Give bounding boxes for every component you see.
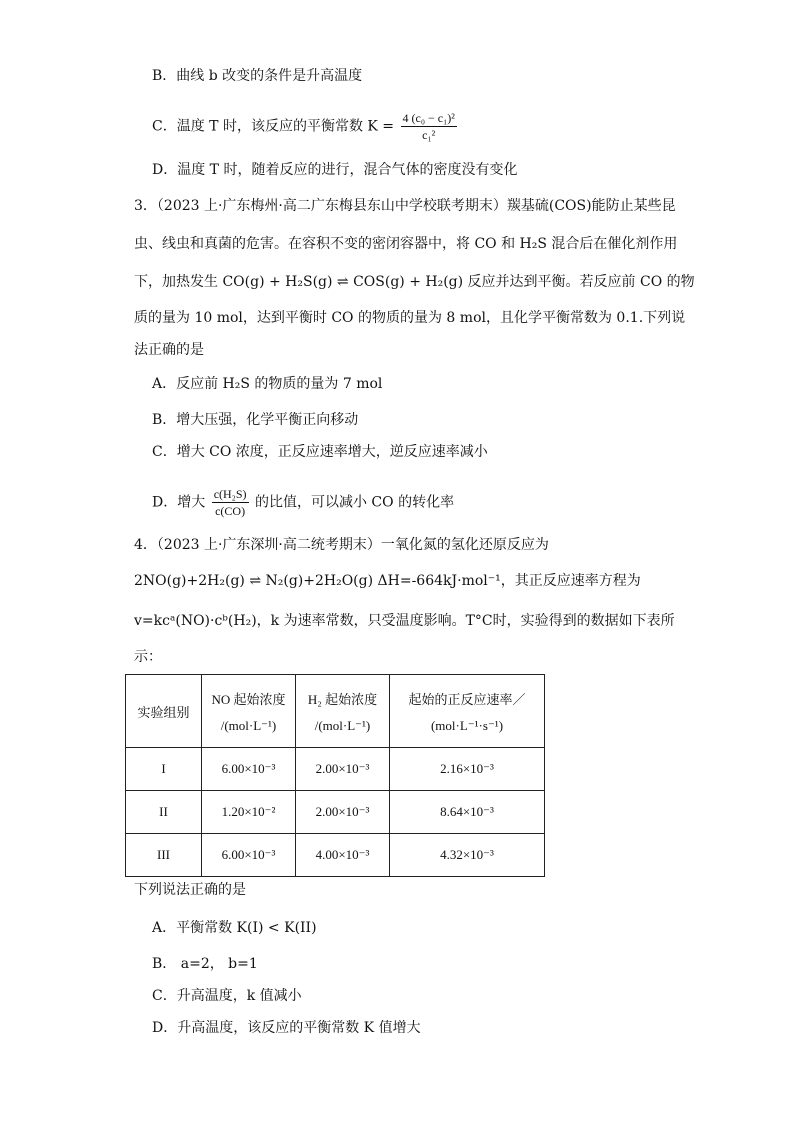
header-rate-unit: (mol·L⁻¹·s⁻¹) bbox=[430, 717, 504, 733]
rate-data-table bbox=[125, 674, 545, 877]
q3-stem-line2: 虫、线虫和真菌的危害。在容积不变的密闭容器中，将 CO 和 H₂S 混合后在催化剂作用 bbox=[134, 236, 678, 252]
table-cell: 2.00×10⁻³ bbox=[296, 748, 390, 791]
table-cell: 2.16×10⁻³ bbox=[390, 748, 545, 791]
q4-stem-line2: 2NO(g)+2H₂(g) ⇌ N₂(g)+2H₂O(g) ΔH=-664kJ·mol⁻¹，其正反应速率方程为 bbox=[134, 573, 641, 589]
table-cell: II bbox=[126, 791, 202, 834]
q3-stem-line4: 质的量为 10 mol，达到平衡时 CO 的物质的量为 8 mol，且化学平衡常数为 0.1.下列说 bbox=[134, 310, 686, 326]
q4-option-a: A．平衡常数 K(I) < K(II) bbox=[152, 920, 317, 936]
q4-stem-line3: v=kcᵃ(NO)·cᵇ(H₂)，k 为速率常数，只受温度影响。T°C时，实验得到的数据如下表所 bbox=[134, 613, 675, 629]
table-cell: 1.20×10⁻² bbox=[202, 791, 296, 834]
table-row bbox=[126, 834, 545, 877]
q2-option-b: B．曲线 b 改变的条件是升高温度 bbox=[152, 68, 363, 84]
q4-option-d: D．升高温度，该反应的平衡常数 K 值增大 bbox=[152, 1020, 421, 1036]
table-cell: 6.00×10⁻³ bbox=[202, 748, 296, 791]
table-cell: 6.00×10⁻³ bbox=[202, 834, 296, 877]
q3-option-d-suffix: 的比值，可以减小 CO 的转化率 bbox=[254, 494, 455, 511]
q4-after-table: 下列说法正确的是 bbox=[134, 882, 246, 898]
q4-stem-line4: 示： bbox=[134, 649, 162, 665]
table-cell: 4.32×10⁻³ bbox=[390, 834, 545, 877]
header-group bbox=[126, 675, 202, 748]
table-row bbox=[126, 791, 545, 834]
q4-option-c: C．升高温度，k 值减小 bbox=[152, 988, 302, 1004]
q3-ratio-numerator: c(H₂S) bbox=[213, 487, 247, 501]
q3-ratio-fraction bbox=[212, 486, 249, 519]
q3-option-a: A．反应前 H₂S 的物质的量为 7 mol bbox=[152, 376, 383, 392]
header-rate-label: 起始的正反应速率／ bbox=[408, 691, 526, 707]
q3-stem-line5: 法正确的是 bbox=[134, 342, 204, 358]
table-row bbox=[126, 748, 545, 791]
q2-k-denominator: c₁² bbox=[422, 128, 436, 142]
header-h2-conc bbox=[296, 675, 390, 748]
table-cell: 4.00×10⁻³ bbox=[296, 834, 390, 877]
header-group-label: 实验组别 bbox=[137, 704, 190, 720]
header-no-conc bbox=[202, 675, 296, 748]
q2-k-numerator: 4 (c₀ − c₁)² bbox=[402, 111, 455, 125]
q3-stem-line3: 下，加热发生 CO(g) + H₂S(g) ⇌ COS(g) + H₂(g) 反应并达到平衡。若反应前 CO 的物 bbox=[134, 274, 695, 290]
q4-option-b: B． a=2， b=1 bbox=[152, 956, 258, 972]
q3-option-b: B．增大压强，化学平衡正向移动 bbox=[152, 412, 359, 428]
table-cell: 2.00×10⁻³ bbox=[296, 791, 390, 834]
table-header-row bbox=[126, 675, 545, 748]
header-h2-conc-label: H₂ 起始浓度 bbox=[307, 691, 378, 707]
table-cell: III bbox=[126, 834, 202, 877]
q2-option-c-text: C．温度 T 时，该反应的平衡常数 K = bbox=[152, 118, 395, 135]
q2-k-fraction bbox=[401, 110, 457, 143]
header-h2-conc-unit: /(mol·L⁻¹) bbox=[314, 717, 371, 733]
q3-option-c: C．增大 CO 浓度，正反应速率增大，逆反应速率减小 bbox=[152, 444, 488, 460]
table-cell: 8.64×10⁻³ bbox=[390, 791, 545, 834]
header-no-conc-label: NO 起始浓度 bbox=[211, 691, 286, 707]
q3-stem-line1: 3．（2023 上·广东梅州·高二广东梅县东山中学校联考期末）羰基硫(COS)能防止某些昆 bbox=[134, 198, 676, 214]
q3-ratio-denominator: c(CO) bbox=[215, 504, 246, 518]
header-no-conc-unit: /(mol·L⁻¹) bbox=[220, 717, 277, 733]
q3-option-d-prefix: D．增大 bbox=[152, 494, 206, 511]
q2-option-d: D．温度 T 时，随着反应的进行，混合气体的密度没有变化 bbox=[152, 162, 518, 178]
header-rate bbox=[390, 675, 545, 748]
table-cell: I bbox=[126, 748, 202, 791]
q3-option-d bbox=[152, 486, 454, 519]
q2-option-c bbox=[152, 110, 459, 143]
q4-stem-line1: 4．（2023 上·广东深圳·高二统考期末）一氧化氮的氢化还原反应为 bbox=[134, 537, 549, 553]
